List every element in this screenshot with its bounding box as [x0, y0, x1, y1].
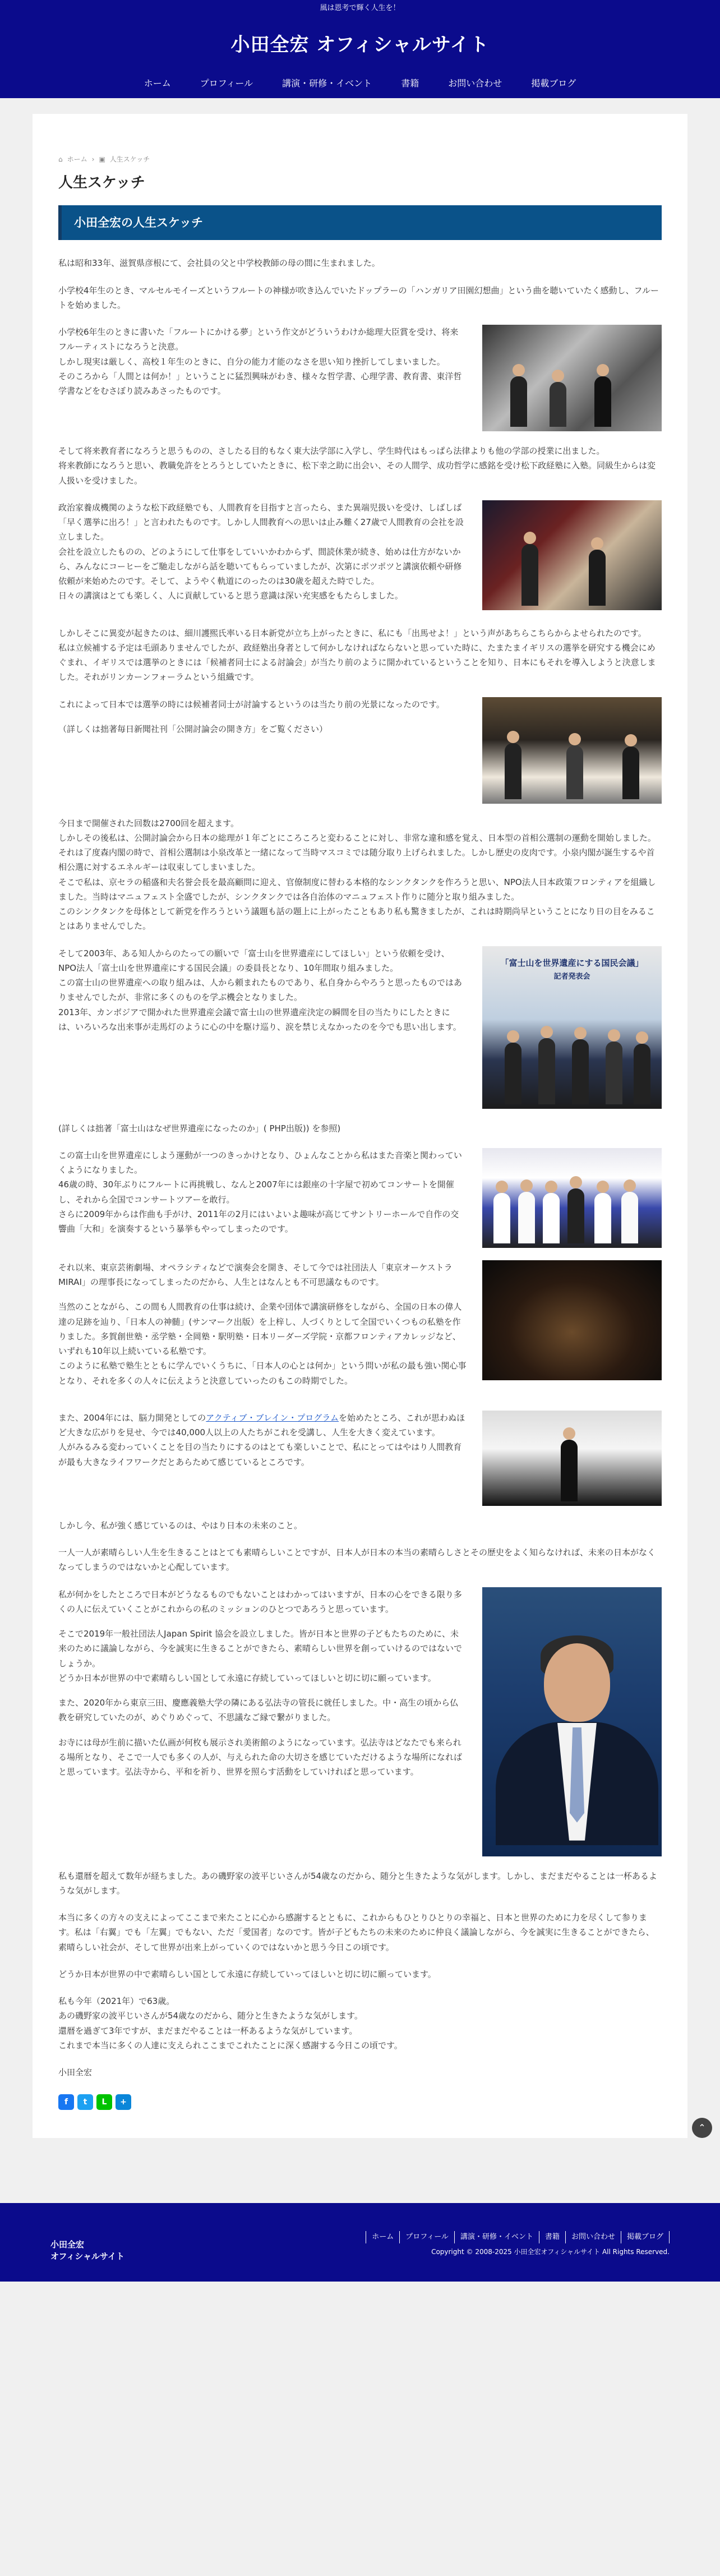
footer-nav-books[interactable]: 書籍	[539, 2231, 565, 2243]
photo-handshake	[482, 500, 662, 610]
paragraph: （詳しくは拙著毎日新聞社刊「公開討論会の開き方」をご覧ください）	[58, 724, 328, 734]
photo-forum	[482, 697, 662, 804]
signature: 小田全宏	[58, 2067, 93, 2078]
share-icon[interactable]: +	[116, 2094, 131, 2110]
scroll-top-icon[interactable]: ⌃	[692, 2118, 712, 2138]
share-buttons	[58, 2094, 662, 2110]
paragraph: これによって日本では選挙の時には候補者同士が討論するというのは当たり前の光景になったのです。	[58, 699, 445, 709]
paragraph: 当然のことながら、この間も人間教育の仕事は続け、企業や団体で講演研修をしながら、全国の日本の偉人達の足跡を辿り、「日本人の神髄」(サンマーク出版）を上梓し、人づくりとして全国でいくつもの私塾を作りました。多賀創世塾・丞学塾・全岡塾・駅明塾・日本リーダーズ学院・京都フロンティアカレッジなど、いずれも10年以上続いている私塾です。 このように私塾で塾生とともに学んでいくうちに、「日本人の心とは何か」という問いが私の最も強い関心事となり、それを多くの人々に伝えようと決意していったのもこの時期でした。	[58, 1302, 467, 1386]
footer-nav	[366, 2231, 670, 2243]
folder-icon: ▣	[99, 155, 105, 163]
chevron-right-icon: ›	[91, 155, 95, 163]
line-icon[interactable]: L	[96, 2094, 112, 2110]
nav-profile[interactable]: プロフィール	[200, 78, 253, 89]
content-row	[58, 697, 662, 804]
copyright: Copyright © 2008-2025 小田全宏オフィシャルサイト All Rights Reserved.	[431, 2248, 670, 2256]
home-icon: ⌂	[58, 155, 63, 163]
content-row	[58, 1587, 662, 1856]
footer-nav-home[interactable]: ホーム	[366, 2231, 399, 2243]
topbar	[0, 0, 720, 17]
facebook-icon[interactable]: f	[58, 2094, 74, 2110]
site-title[interactable]: 小田全宏 オフィシャルサイト	[230, 34, 490, 56]
breadcrumb-current: 人生スケッチ	[109, 155, 150, 163]
nav-lectures[interactable]: 講演・研修・イベント	[282, 78, 372, 89]
paragraph: お寺には母が生前に描いた仏画が何枚も展示され美術館のようになっています。弘法寺はどなたでも来られる場所となり、そこで一人でも多くの人が、与えられた命の大切さを感じていただけるような場所になればと思っています。弘法寺から、平和を祈り、世界を照らす活動をしていければと思っています。	[58, 1737, 463, 1777]
footer-nav-profile[interactable]: プロフィール	[399, 2231, 454, 2243]
twitter-icon[interactable]: t	[77, 2094, 93, 2110]
nav-contact[interactable]: お問い合わせ	[448, 78, 502, 89]
active-brain-program-link[interactable]: アクティブ・ブレイン・プログラム	[206, 1412, 339, 1423]
photo-award-ceremony	[482, 325, 662, 431]
section-banner: 小田全宏の人生スケッチ	[58, 205, 662, 241]
paragraph: 本当に多くの方々の支えによってここまで来たことに心から感謝するとともに、これからもひとりひとりの幸福と、日本と世界のために力を尽くして参ります。私は「右翼」でも「左翼」でもない、ただ「愛国者」なのです。皆が子どもたちの未来のために仲良く議論しながら、今を誠実に生きることができたら、素晴らしい社会が、そして世界が出来上がっていくのではないかと思う今日この頃です。	[58, 1913, 654, 1952]
photo-portrait	[482, 1587, 662, 1856]
paragraph: 政治家養成機関のような松下政経塾でも、人間教育を目指すと言ったら、また異端児扱いを受け、しばしば「早く選挙に出ろ！」と言われたものです。しかし人間教育への思いは止み難く27歳で人間教育の会社を設立しました。 会社を設立したものの、どのようにして仕事をしていいかわからず、間読休業が続き、始めは仕方がないから、みんなにコーヒーをご馳走しながら話を聴いてもらっていましたが、次第にポツポツと講演依頼や研修依頼が来始めたのです。そして、ようやく軌道にのったのは30歳を超えた時でした。 日々の講演はとても楽しく、人に貢献していると思う意識は深い充実感をもたらしました。	[58, 502, 464, 601]
footer-nav-blog[interactable]: 掲載ブログ	[621, 2231, 670, 2243]
topbar-text: 風は恩考で輝く人生を！	[320, 4, 400, 12]
content-row	[58, 500, 662, 614]
page-title: 人生スケッチ	[58, 174, 145, 191]
site-footer	[0, 2203, 720, 2282]
content-row	[58, 1411, 662, 1506]
paragraph: 私も今年（2021年）で63歳。 あの磯野家の波平じいさんが54歳なのだから、随分と生きたような気がします。 還暦を過ぎて3年ですが、まだまだやることは一杯あるような気がしています。 これまで本当に多くの人達に支えられここまでこれたことに深く感謝する今日この頃です。	[58, 1996, 403, 2050]
paragraph: 小学校4年生のとき、マルセルモイーズというフルートの神様が吹き込んでいたドップラーの「ハンガリア田園幻想曲」という曲を聴いていたく感動し、フルートを始めました。	[58, 285, 659, 310]
paragraph: また、2020年から東京三田、慶應義塾大学の隣にある弘法寺の管長に就任しました。中・高生の頃から仏教を研究していたのが、めぐりめぐって、不思議なご縁で繋がりました。	[58, 1698, 459, 1723]
photo-press-conference	[482, 946, 662, 1109]
paragraph: そこで2019年一般社団法人Japan Spirit 協会を設立しました。皆が日本と世界の子どもたちのために、未来のために議論しながら、今を誠実に生きることができたら、素晴らしい世界を創っていけるのではないでしょうか。 どうか日本が世界の中で素晴らしい国として永遠に存続していってほしいと切に切に願っています。	[58, 1629, 463, 1683]
content-row	[58, 946, 662, 1109]
paragraph: 私が何かをしたところで日本がどうなるものでもないことはわかってはいますが、日本の心をできる限り多くの人に伝えていくことがこれからの私のミッションのひとつであろうと思っています。	[58, 1589, 462, 1614]
content-row	[58, 325, 662, 431]
site-header	[0, 17, 720, 98]
nav-books[interactable]: 書籍	[401, 78, 419, 89]
press-banner-subtitle: 記者発表会	[553, 972, 590, 981]
photo-lecture	[482, 1411, 662, 1506]
paragraph: しかしそこに異変が起きたのは、細川護煕氏率いる日本新党が立ち上がったときに、私にも「出馬せよ！」という声があちらこちらからよせられたのです。 私は立候補する予定は毛頭ありませんでしたが、政経塾出身者として何かしなければならないと思っていた時に、たまたまイギリスの選挙を研究する機会にめぐまれ、イギリスでは選挙のときには「候補者同士による討論会」が当たり前のように開かれているということを知り、日本にもそれを導入しようと決意しました。それがリンカーンフォーラムという組織です。	[58, 628, 656, 683]
paragraph: また、2004年には、脳力開発としてのアクティブ・ブレイン・プログラムを始めたところ、これが思わぬほど大きな広がりを見せ、今では40,000人以上の人たちがこれを受講し、人生を大きく変えています。 人がみるみる変わっていくことを目の当たりにするのはとても楽しいことで、私にとってはやはり人間教育が最も大きなライフワークだとあらためて感じているところです。	[58, 1412, 465, 1467]
breadcrumb	[58, 154, 662, 165]
press-banner-title: 「富士山を世界遺産にする国民会議」	[500, 957, 644, 968]
main-content	[33, 114, 687, 2138]
photo-orchestra	[482, 1260, 662, 1380]
footer-nav-lectures[interactable]: 講演・研修・イベント	[454, 2231, 539, 2243]
paragraph: そして2003年、ある知人からのたっての願いで「富士山を世界遺産にしてほしい」という依頼を受け、NPO法人「富士山を世界遺産にする国民会議」の委員長となり、10年間取り組みました。 この富士山の世界遺産への取り組みは、人から頼まれたものであり、私自身からやろうと思ったものではありませんでしたが、非常に多くのものを学ぶ機会となりました。 2013年、カンボジアで開かれた世界遺産会議で富士山の世界遺産決定の瞬間を目の当たりにしたときには、いろいろな出来事が走馬灯のように心の中を駆け巡り、涙を禁じえなかったのを今でも思い出します。	[58, 948, 463, 1032]
nav-home[interactable]: ホーム	[144, 78, 171, 89]
main-nav	[0, 76, 720, 91]
article-body	[58, 256, 662, 2110]
paragraph: それ以来、東京芸術劇場、オペラシティなどで演奏会を開き、そして今では社団法人「東京オーケストラMIRAI」の理事長になってしまったのだから、人生とはなんとも不可思議なものです。	[58, 1262, 453, 1288]
paragraph: しかし今、私が強く感じているのは、やはり日本の未来のこと。	[58, 1520, 303, 1531]
paragraph: 私は昭和33年、滋賀県彦根にて、会社員の父と中学校教師の母の間に生まれました。	[58, 258, 380, 269]
paragraph: この富士山を世界遺産にしよう運動が一つのきっかけとなり、ひょんなことから私はまた音楽と関わっていくようになりました。 46歳の時、30年ぶりにフルートに再挑戦し、なんと2007年には銀座の十字屋で初めてコンサートを開催し、それから全国でコンサートツアーを敢行。 さらに2009年からは作曲も手がけ、2011年の2月にはいよいよ趣味が高じてサントリーホールで自作の交響曲「大和」を演奏するという暴挙もやってしまったのです。	[58, 1150, 462, 1234]
footer-logo[interactable]: 小田全宏 オフィシャルサイト	[50, 2239, 125, 2261]
footer-nav-contact[interactable]: お問い合わせ	[565, 2231, 621, 2243]
content-row	[58, 1148, 662, 1248]
photo-concert-group	[482, 1148, 662, 1248]
paragraph: (詳しくは拙著「富士山はなぜ世界遺産になったのか」( PHP出版)) を参照)	[58, 1123, 341, 1133]
paragraph: 一人一人が素晴らしい人生を生きることはとても素晴らしいことですが、日本人が日本の本当の素晴らしさとその歴史をよく知らなければ、未来の日本がなくなってしまうのではないかと心配しています。	[58, 1547, 656, 1573]
nav-blog[interactable]: 掲載ブログ	[531, 78, 576, 89]
paragraph: 私も還暦を超えて数年が経ちました。あの磯野家の波平じいさんが54歳なのだから、随分と生きたような気がします。しかし、まだまだやることは一杯あるような気がします。	[58, 1870, 657, 1896]
paragraph: どうか日本が世界の中で素晴らしい国として永遠に存続していってほしいと切に切に願っています。	[58, 1969, 436, 1979]
content-row	[58, 1260, 662, 1398]
paragraph: そして将来教育者になろうと思うものの、さしたる目的もなく東大法学部に入学し、学生時代はもっぱら法律よりも他の学部の授業に出ました。 将来教師になろうと思い、教職免許をとろうとしていたときに、松下幸之助に出会い、その人間学、成功哲学に感銘を受け松下政経塾に入塾。同級生からは変人扱いを受けました。	[58, 446, 656, 486]
paragraph: 今日まで開催された回数は2700回を超えます。 しかしその後私は、公開討論会から日本の総理が１年ごとにころころと変わることに対し、非常な違和感を覚え、日本型の首相公選制の運動を開始しました。 それは了度森内閣の時で、首相公選制は小泉改革と一緒になって当時マスコミでは随分取り上げられました。しかし歴史の皮肉です。小泉内閣が誕生するや首相公選に対するエネルギーは収束してしまいました。 そこで私は、京セラの稲盛和夫名誉会長を最高顧問に迎え、官僚制度に替わる本格的なシンクタンクを作ろうと思い、NPO法人日本政策フロンティアを組織しました。当時はマニュフェスト全盛でしたが、シンクタンクでは各自治体のマニュフェスト作りに随分と取り組みました。 このシンクタンクを母体として新党を作ろうという議題も話の題上に上がったこともあり私も驚きましたが、これは時期尚早ということになり日の目をみることはありませんでした。	[58, 818, 656, 932]
breadcrumb-home[interactable]: ホーム	[67, 155, 87, 163]
paragraph: 小学校6年生のときに書いた「フルートにかける夢」という作文がどういうわけか総理大臣賞を受け、将来フルーティストになろうと決意。 しかし現実は厳しく、高校１年生のときに、自分の能力才能のなさを思い知り挫折してしまいました。 そのころから「人間とは何か！」ということに猛烈興味がわき、様々な哲学書、心理学書、教育書、東洋哲学書などをむさぼり読みあさったものです。	[58, 327, 462, 397]
